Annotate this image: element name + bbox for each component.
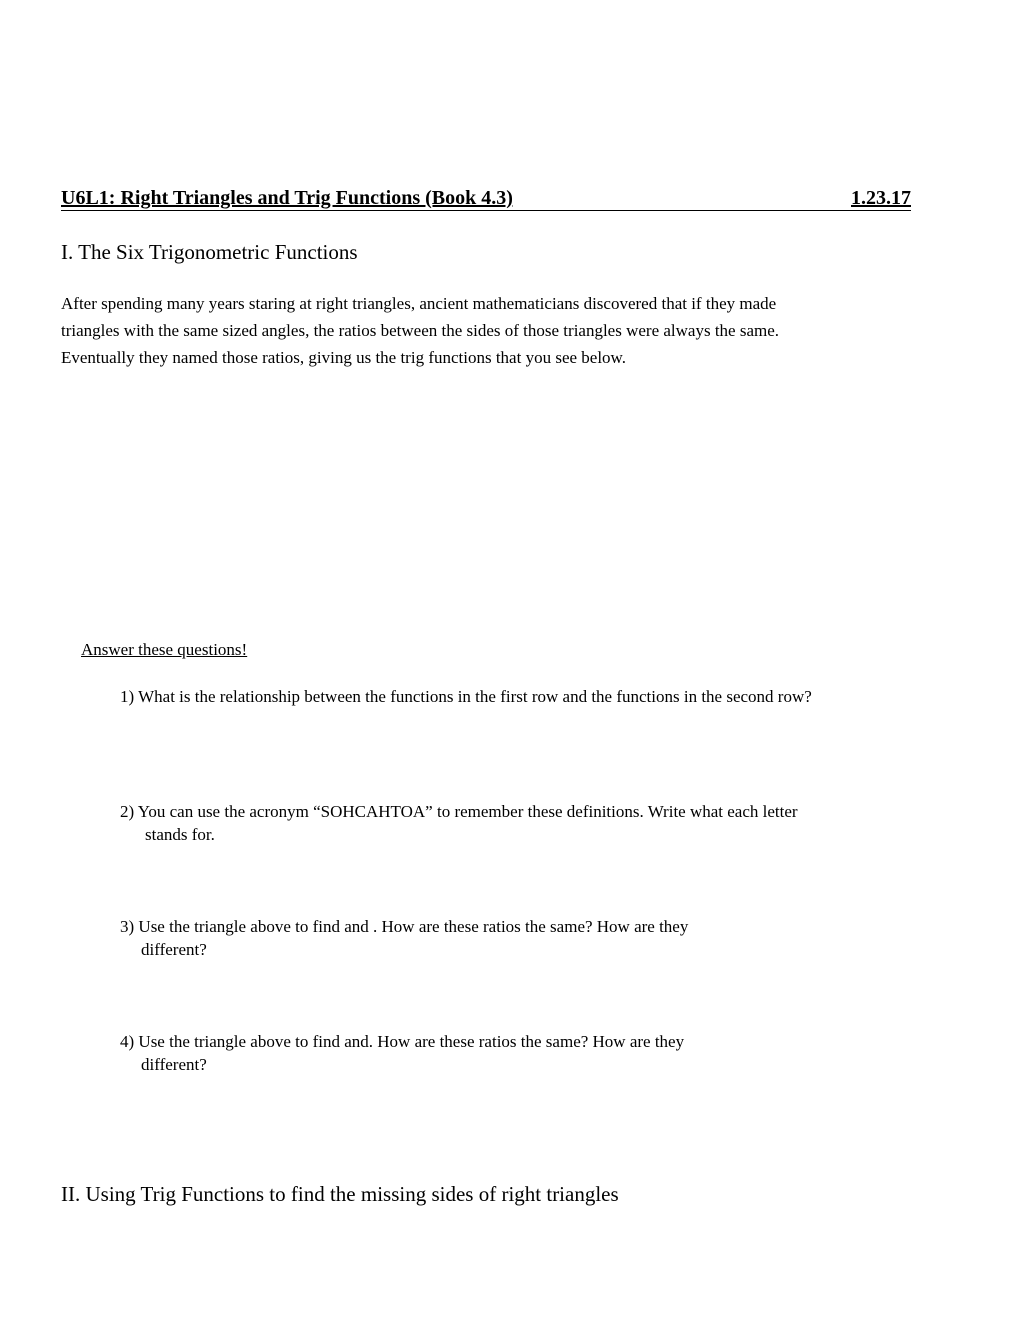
question-text: 2) You can use the acronym “SOHCAHTOA” to remember these definitions. Write what each letter [120, 802, 798, 821]
intro-line: triangles with the same sized angles, the ratios between the sides of those triangles were always the same. [61, 321, 780, 340]
question-3 [120, 915, 940, 961]
question-text-continued: different? [141, 940, 207, 959]
page-date: 1.23.17 [851, 187, 911, 209]
question-text-continued: stands for. [145, 825, 215, 844]
page-title: U6L1: Right Triangles and Trig Functions (Book 4.3) [61, 187, 513, 209]
intro-line: Eventually they named those ratios, giving us the trig functions that you see below. [61, 348, 626, 367]
question-text: 3) Use the triangle above to find and . How are these ratios the same? How are they [120, 917, 689, 936]
question-2 [120, 800, 940, 846]
question-text-continued: different? [141, 1055, 207, 1074]
question-text: 4) Use the triangle above to find and. How are these ratios the same? How are they [120, 1032, 685, 1051]
answer-heading: Answer these questions! [81, 640, 248, 659]
question-1 [120, 685, 940, 708]
section-2-heading: II. Using Trig Functions to find the missing sides of right triangles [61, 1182, 619, 1206]
intro-line: After spending many years staring at right triangles, ancient mathematicians discovered that if they made [61, 294, 777, 313]
question-4 [120, 1030, 940, 1076]
section-1-heading: I. The Six Trigonometric Functions [61, 240, 358, 264]
title-bar [61, 186, 911, 211]
intro-paragraph [61, 290, 921, 371]
question-text: 1) What is the relationship between the functions in the first row and the functions in the second row? [120, 687, 812, 706]
